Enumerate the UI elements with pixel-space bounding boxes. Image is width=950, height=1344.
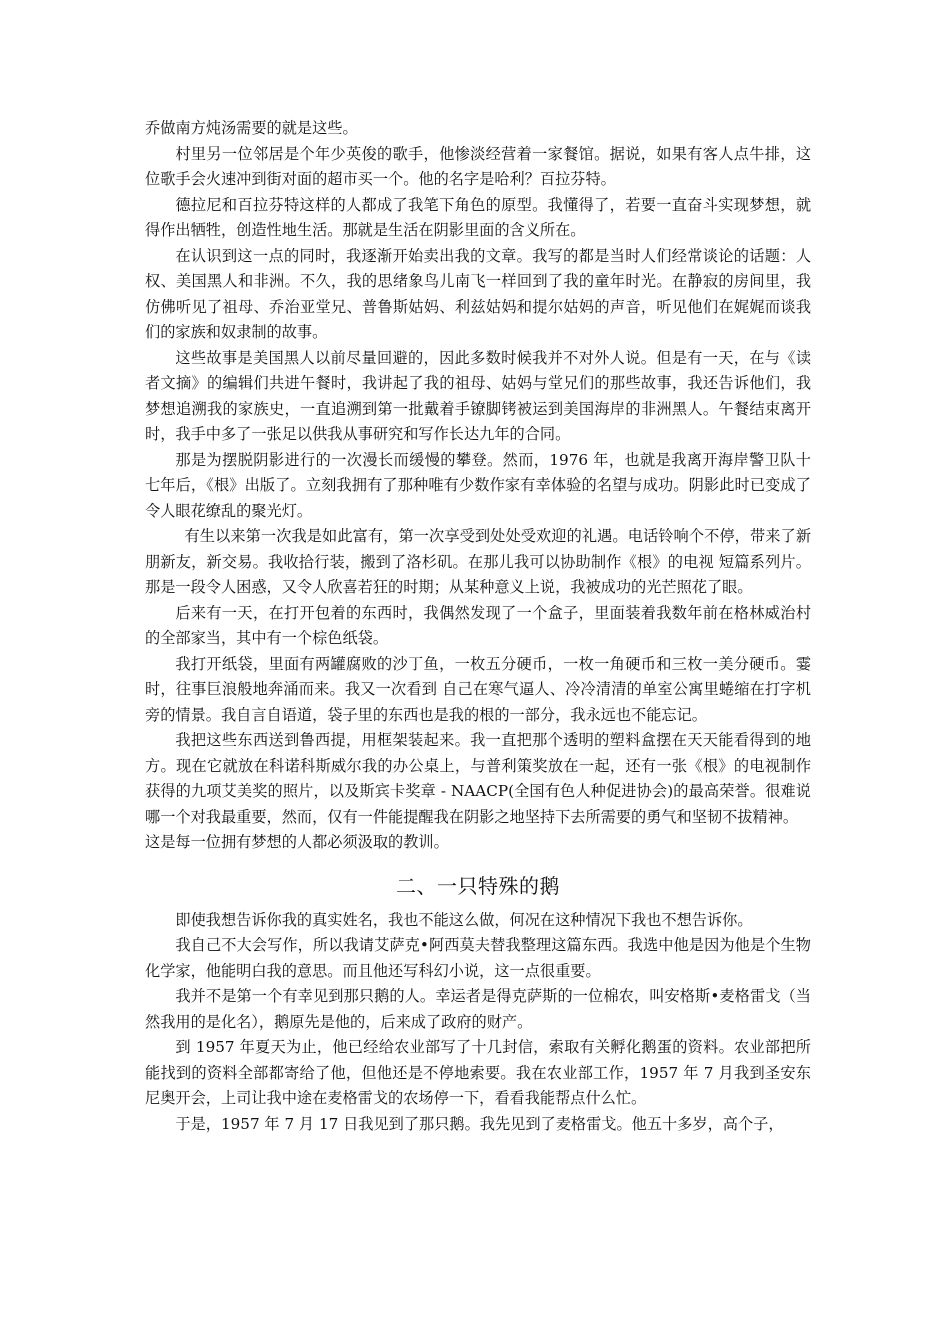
paragraph: 在认识到这一点的同时，我逐渐开始卖出我的文章。我写的都是当时人们经常谈论的话题：人权、美国黑人和非洲。不久，我的思绪象鸟儿南飞一样回到了我的童年时光。在静寂的房间里，我仿佛听见了祖母、乔治亚堂兄、普鲁斯姑妈、利兹姑妈和提尔姑妈的声音，听见他们在娓娓而谈我们的家族和奴隶制的故事。 bbox=[145, 246, 811, 341]
section-title: 二、一只特殊的鹅 bbox=[396, 873, 560, 898]
paragraph: 村里另一位邻居是个年少英俊的歌手，他惨淡经营着一家餐馆。据说，如果有客人点牛排，这位歌手会火速冲到街对面的超市买一个。他的名字是哈利？百拉芬特。 bbox=[145, 144, 811, 188]
paragraph: 到 1957 年夏天为止，他已经给农业部写了十几封信，索取有关孵化鹅蛋的资料。农业部把所能找到的资料全部都寄给了他，但他还是不停地索要。我在农业部工作，1957 年 7 月我到圣安东尼奥开会，上司让我中途在麦格雷戈的农场停一下，看看我能帮点什么忙。 bbox=[145, 1038, 811, 1107]
paragraph: 这是每一位拥有梦想的人都必须汲取的教训。 bbox=[145, 833, 449, 851]
paragraph: 那是为摆脱阴影进行的一次漫长而缓慢的攀登。然而，1976 年，也就是我离开海岸警卫队十七年后，《根》出版了。立刻我拥有了那种唯有少数作家有幸体验的名望与成功。阴影此时已变成了令人眼花缭乱的聚光灯。 bbox=[145, 450, 811, 520]
paragraph: 乔做南方炖汤需要的就是这些。 bbox=[145, 119, 358, 137]
paragraph: 即使我想告诉你我的真实姓名，我也不能这么做，何况在这种情况下我也不想告诉你。 bbox=[175, 910, 753, 929]
paragraph: 于是，1957 年 7 月 17 日我见到了那只鹅。我先见到了麦格雷戈。他五十多岁，高个子， bbox=[175, 1114, 784, 1133]
paragraph: 我把这些东西送到鲁西提，用框架装起来。我一直把那个透明的塑料盒摆在天天能看得到的地方。现在它就放在科诺科斯威尔我的办公桌上，与普利策奖放在一起，还有一张《根》的电视制作 获得的九项艾美奖的照片，以及斯宾卡奖章 - NAACP(全国有色人种促进协会)的最高荣誉。很难说哪一个对我最重要，然而，仅有一件能提醒我在阴影之地坚持下去所需要的勇气和坚韧不拔精神。 bbox=[145, 731, 811, 826]
paragraph: 这些故事是美国黑人以前尽量回避的，因此多数时候我并不对外人说。但是有一天，在与《读者文摘》的编辑们共进午餐时，我讲起了我的祖母、姑妈与堂兄们的那些故事，我还告诉他们，我梦想追溯我的家族史，一直追溯到第一批戴着手镣脚铐被运到美国海岸的非洲黑人。午餐结束离开时，我手中多了一张足以供我从事研究和写作长达九年的合同。 bbox=[145, 348, 811, 443]
paragraph: 我打开纸袋，里面有两罐腐败的沙丁鱼，一枚五分硬币，一枚一角硬币和三枚一美分硬币。霎时，往事巨浪般地奔涌而来。我又一次看到 自己在寒气逼人、冷冷清清的单室公寓里蜷缩在打字机旁的情景。我自言自语道，袋子里的东西也是我的根的一部分，我永远也不能忘记。 bbox=[145, 654, 811, 724]
paragraph: 我自己不大会写作，所以我请艾萨克•阿西莫夫替我整理这篇东西。我选中他是因为他是个生物化学家，他能明白我的意思。而且他还写科幻小说，这一点很重要。 bbox=[145, 936, 811, 980]
paragraph: 有生以来第一次我是如此富有，第一次享受到处处受欢迎的礼遇。电话铃响个不停，带来了新朋新友，新交易。我收拾行装，搬到了洛杉矶。在那儿我可以协助制作《根》的电视 短篇系列片。那是一段令人困惑，又令人欣喜若狂的时期；从某种意义上说，我被成功的光芒照花了眼。 bbox=[145, 527, 811, 596]
paragraph: 我并不是第一个有幸见到那只鹅的人。幸运者是得克萨斯的一位棉农，叫安格斯•麦格雷戈（当然我用的是化名），鹅原先是他的，后来成了政府的财产。 bbox=[145, 987, 811, 1031]
paragraph: 后来有一天，在打开包着的东西时，我偶然发现了一个盒子，里面装着我数年前在格林威治村的全部家当，其中有一个棕色纸袋。 bbox=[145, 603, 811, 647]
paragraph: 德拉尼和百拉芬特这样的人都成了我笔下角色的原型。我懂得了，若要一直奋斗实现梦想，就得作出牺牲，创造性地生活。那就是生活在阴影里面的含义所在。 bbox=[145, 195, 811, 239]
document-page bbox=[145, 116, 811, 1137]
